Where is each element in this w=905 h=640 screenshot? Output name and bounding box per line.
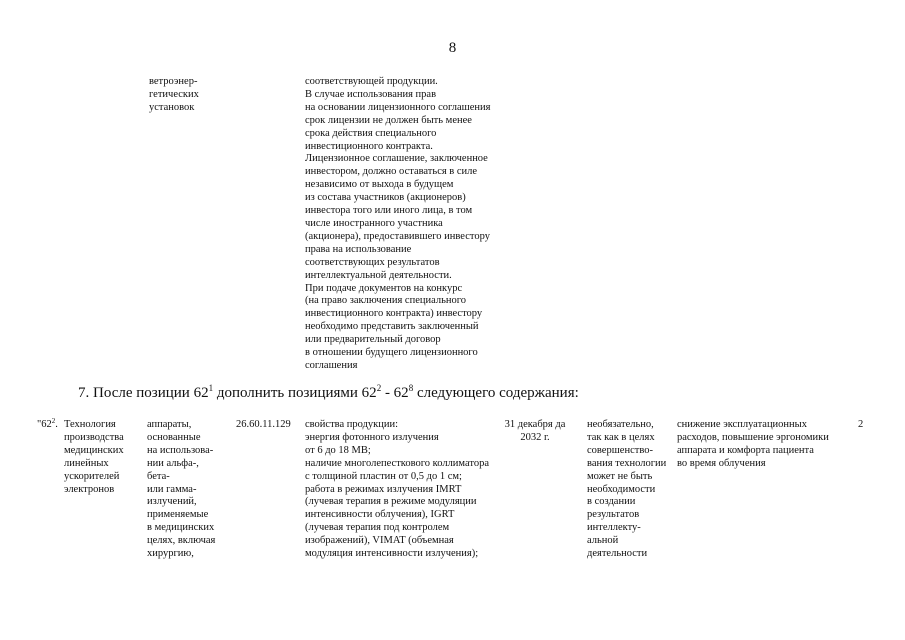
text-line: В случае использования прав xyxy=(305,88,437,100)
text-line: срока действия специального xyxy=(305,127,437,139)
position-sup: 2 xyxy=(51,417,56,425)
text-line: числе иностранного участника xyxy=(305,217,443,229)
text-line: гетических xyxy=(149,88,199,100)
text-line: независимо от выхода в будущем xyxy=(305,179,454,191)
text-line: соответствующих результатов xyxy=(305,256,440,268)
text-line: инвестиционного контракта. xyxy=(305,140,433,152)
heading-part-1: 7. После позиции 62 xyxy=(78,385,209,401)
text-line: инвестора того или иного лица, в том xyxy=(305,205,473,217)
continuation-left-column xyxy=(149,76,199,115)
heading-part-2: дополнить позициями 62 xyxy=(213,385,377,401)
text-line: соглашения xyxy=(305,359,358,371)
text-line: При подаче документов на конкурс xyxy=(305,282,463,294)
row-technology: Технология производства медицинских линейных ускорителей электронов xyxy=(64,419,124,495)
text-line: инвестиционного контракта) инвестору xyxy=(305,308,483,320)
section-heading xyxy=(78,384,579,402)
text-line: или предварительный договор xyxy=(305,334,441,346)
row-deadline: 31 декабря да 2032 г. xyxy=(504,419,566,443)
row-properties: свойства продукции: энергия фотонного излучения от 6 до 18 МВ; наличие многолепесткового коллиматора с толщиной пластин от 0,5 до 1 см; работа в режимах излучения IMRT (лучевая терапия в режиме модуляции интенсивности облучения), IGRT (лучевая терапия под контролем изображений), VIMAT (объемная модуляция интенсивности излучения); xyxy=(305,419,490,560)
continuation-right-column xyxy=(305,76,491,373)
text-line: интеллектуальной деятельности. xyxy=(305,269,452,281)
position-prefix: "62 xyxy=(37,419,52,430)
text-line: соответствующей продукции. xyxy=(305,76,438,87)
text-line: инвестором, должно оставаться в силе xyxy=(305,166,478,178)
heading-sup-3: 8 xyxy=(408,383,414,393)
text-line: права на использование xyxy=(305,243,412,255)
row-last-column: 2 xyxy=(858,419,864,430)
row-products: аппараты, основанные на использова- нии альфа-, бета- или гамма- излучений, применяемые в медицинских целях, включая хирургию, xyxy=(147,419,216,560)
text-line: установок xyxy=(149,101,195,113)
text-line: (акционера), предоставившего инвестору xyxy=(305,230,490,242)
heading-part-3: - 62 xyxy=(381,385,409,401)
text-line: ветроэнер- xyxy=(149,76,198,87)
row-benefit: снижение эксплуатационных расходов, повышение эргономики аппарата и комфорта пациента во время облучения xyxy=(677,419,829,469)
text-line: на основании лицензионного соглашения xyxy=(305,101,491,113)
heading-sup-1: 1 xyxy=(208,383,214,393)
text-line: необходимо представить заключенный xyxy=(305,321,479,333)
text-line: (на право заключения специального xyxy=(305,295,467,307)
text-line: срок лицензии не должен быть менее xyxy=(305,114,472,126)
heading-sup-2: 2 xyxy=(376,383,382,393)
page-number: 8 xyxy=(448,40,457,56)
row-ip-condition: необязательно, так как в целях совершенство- вания технологии может не быть необходимости в создании результатов интеллекту- альной деятельности xyxy=(587,419,667,560)
text-line: в отношении будущего лицензионного xyxy=(305,347,478,359)
row-position-number xyxy=(37,419,58,432)
text-line: из состава участников (акционеров) xyxy=(305,192,466,204)
text-line: Лицензионное соглашение, заключенное xyxy=(305,153,488,165)
position-suffix: . xyxy=(55,419,58,430)
row-okpd-code: 26.60.11.129 xyxy=(236,419,291,430)
heading-part-4: следующего содержания: xyxy=(413,385,579,401)
